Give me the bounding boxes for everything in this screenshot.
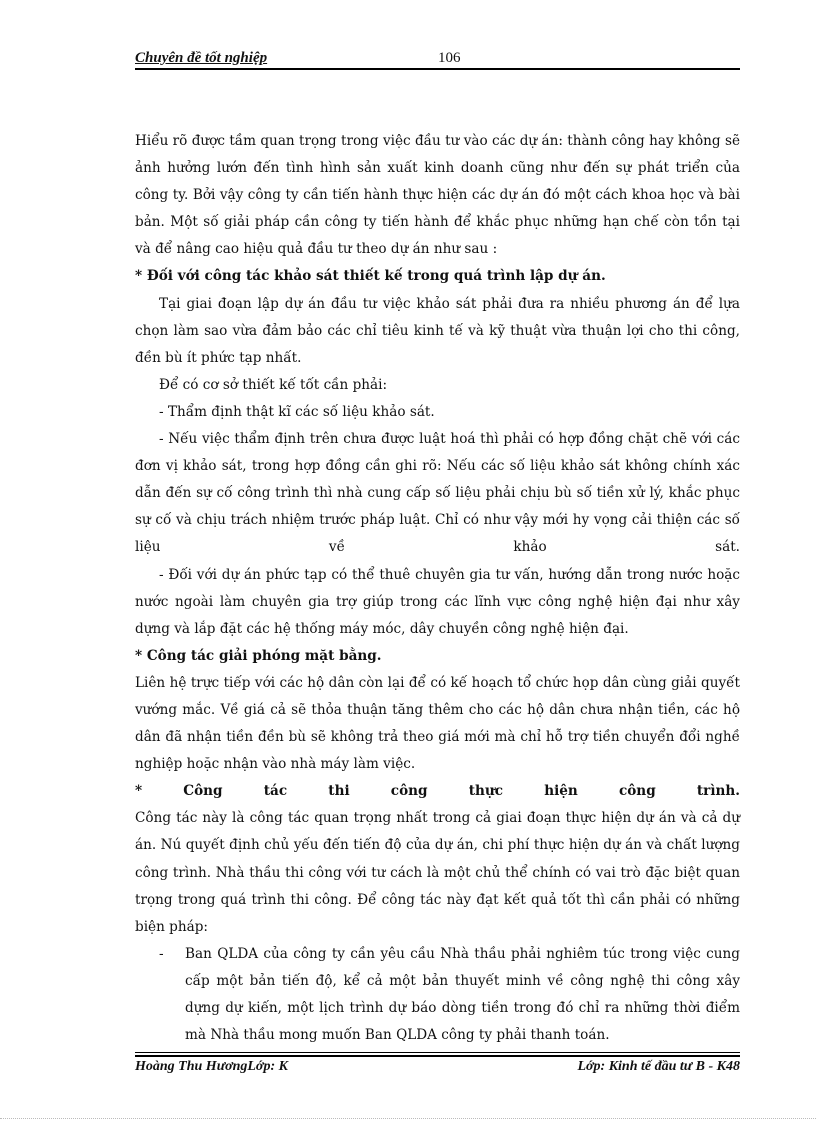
header-title: Chuyên đề tốt nghiệp (135, 50, 268, 66)
body-paragraph: - Thẩm định thật kĩ các số liệu khảo sát. (159, 403, 435, 420)
body-paragraph: Liên hệ trực tiếp với các hộ dân còn lại để có kế hoạch tổ chức họp dân cùng giải quyết vướng mắc. Về giá cả sẽ thỏa thuận tăng thêm cho các hộ dân chưa nhận tiền, các hộ dân đã nhận tiền đền bù sẽ không trả theo giá mới mà chỉ hỗ trợ tiền chuyển đổi nghề nghiệp hoặc nhận vào nhà máy làm việc. (135, 674, 740, 773)
body-paragraph: - Đối với dự án phức tạp có thể thuê chuyên gia tư vấn, hướng dẫn trong nước hoặc nước ngoài làm chuyên gia trợ giúp trong các lĩnh vực công nghệ hiện đại như xây dựng và lắp đặt các hệ thống máy móc, dây chuyền công nghệ hiện đại. (135, 566, 740, 637)
footer-author: Hoàng Thu HươngLớp: K (135, 1059, 288, 1074)
header-rule (135, 68, 740, 70)
section-heading-survey-design: * Đối với công tác khảo sát thiết kế trong quá trình lập dự án. (135, 268, 606, 285)
document-body (135, 128, 740, 1049)
page-bottom-dotted-rule (0, 1118, 816, 1119)
footer-class: Lớp: Kinh tế đầu tư B - K48 (577, 1059, 740, 1074)
body-paragraph: Công tác này là công tác quan trọng nhất trong cả giai đoạn thực hiện dự án và cả dự án. Nú quyết định chủ yếu đến tiến độ của dự án, chi phí thực hiện dự án và chất lượng công trình. Nhà thầu thi công với tư cách là một chủ thể chính có vai trò đặc biệt quan trọng trong quá trình thi công. Để công tác này đạt kết quả tốt thì cần phải có những biện pháp: (135, 810, 740, 935)
intro-paragraph: Hiểu rõ được tầm quan trọng trong việc đầu tư vào các dự án: thành công hay không sẽ ảnh hưởng lướn đến tình hình sản xuất kinh doanh cũng như đến sự phát triển của công ty. Bởi vậy công ty cần tiến hành thực hiện các dự án đó một cách khoa học và bài bản. Một số giải pháp cần công ty tiến hành để khắc phục những hạn chế còn tồn tại và để nâng cao hiệu quả đầu tư theo dự án như sau : (135, 133, 740, 258)
body-paragraph: Để có cơ sở thiết kế tốt cần phải: (159, 376, 388, 393)
page-header (135, 50, 740, 68)
page-footer (135, 1052, 740, 1074)
bullet-item (135, 941, 740, 1049)
bullet-marker: - (159, 945, 164, 962)
section-heading-construction: * Công tác thi công thực hiện công trình. (135, 783, 740, 800)
bullet-text: Ban QLDA của công ty cần yêu cầu Nhà thầu phải nghiêm túc trong việc cung cấp một bản tiến độ, kể cả một bản thuyết minh về công nghệ thi công xây dựng dự kiến, một lịch trình dự báo dòng tiền trong đó chỉ ra những thời điểm mà Nhà thầu mong muốn Ban QLDA công ty phải thanh toán. (185, 945, 740, 1044)
footer-rule (135, 1055, 740, 1057)
body-paragraph: Tại giai đoạn lập dự án đầu tư việc khảo sát phải đưa ra nhiều phương án để lựa chọn làm sao vừa đảm bảo các chỉ tiêu kinh tế và kỹ thuật vừa thuận lợi cho thi công, đền bù ít phức tạp nhất. (135, 295, 740, 366)
body-paragraph: - Nếu việc thẩm định trên chưa được luật hoá thì phải có hợp đồng chặt chẽ với các đơn vị khảo sát, trong hợp đồng cần ghi rõ: Nếu các số liệu khảo sát không chính xác dẫn đến sự cố công trình thì nhà cung cấp số liệu phải chịu bù số tiền xử lý, khắc phục sự cố và chịu trách nhiệm trước pháp luật. Chỉ có như vậy mới hy vọng cải thiện các số liệu về khảo sát. (135, 431, 740, 556)
footer-rule (135, 1052, 740, 1053)
page-number: 106 (438, 50, 461, 66)
section-heading-site-clearance: * Công tác giải phóng mặt bằng. (135, 647, 382, 664)
